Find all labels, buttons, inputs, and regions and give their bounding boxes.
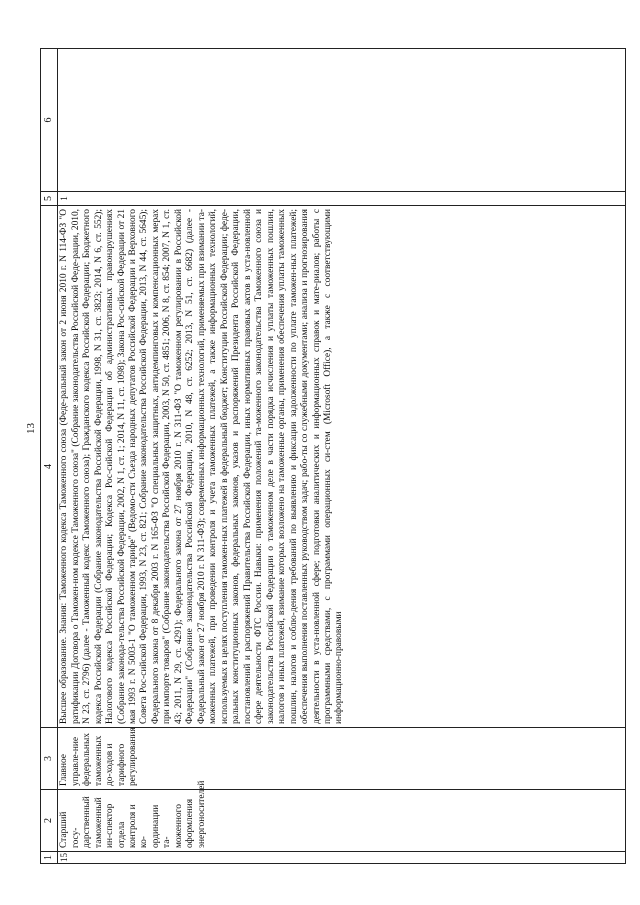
positions-table <box>40 48 626 864</box>
col6-value <box>58 49 626 192</box>
department-name: Главное управле-ние федеральных таможенных до-ходов и тарифного регулирования <box>58 728 626 790</box>
header-col-6: 6 <box>41 49 58 192</box>
rotated-table-wrapper <box>40 49 640 864</box>
header-col-5: 5 <box>41 192 58 206</box>
row-number: 15 <box>58 852 626 864</box>
header-col-4: 4 <box>41 206 58 728</box>
header-row <box>41 49 58 864</box>
position-title: Старший госу-дарственный таможенный ин-спектор отдела контроля и ко-ординации та-моженного оформления энергоносителей <box>58 790 626 852</box>
header-col-1: 1 <box>41 852 58 864</box>
qualification-requirements: Высшее образование. Знания: Таможенного кодекса Таможенного союза (Феде-ральный закон от 2 июня 2010 г. N 114-ФЗ "О ратификации Договора о Таможен-ном кодексе Таможенного союза" (Собрание законодательства Российской Феде-рации, 2010, N 23, ст. 2796) (далее - Таможенный кодекс Таможенного союза); Гражданского кодекса Российской Федерации; Бюджетного кодекса Российской Федерации (Собрание законодательства Российской Федерации, 1998, N 31, ст. 3823; 2014, N 6, ст. 552); Налогового кодекса Российской Федерации; Кодекса Рос-сийской Федерации об административных правонарушениях (Собрание законода-тельства Российской Федерации, 2002, N 1, ст. 1; 2014, N 11, ст. 1098); Закона Рос-сийской Федерации от 21 мая 1993 г. N 5003-1 "О таможенном тарифе" (Ведомо-сти Съезда народных депутатов Российской Федерации и Верховного Совета Рос-сийской Федерации, 1993, N 23, ст. 821; Собрание законодательства Российской Федерации, 2013, N 44, ст. 5645); Федерального закона от 8 декабря 2003 г. N 165-ФЗ "О специальных защитных, антидемпинговых и компенсационных мерах при импорте товаров" (Собрание законодательства Российской Федерации, 2003, N 50, ст. 4851; 2006, N 8, ст. 854; 2007, N 1, ст. 43; 2011, N 29, ст. 4291); Федерального закона от 27 ноября 2010 г. N 311-ФЗ "О таможенном регулировании в Российской Федерации" (Собрание законодательства Российской Федерации, 2010, N 48, ст. 6252; 2013, N 51, ст. 6682) (далее - Федеральный закон от 27 ноября 2010 г. N 311-ФЗ); современных информационных технологий, применяемых при взимании та-моженных платежей, при проведении контроля и учета таможенных платежей, а также информационных технологий, используемых в целях поступления таможен-ных платежей в федеральный бюджет; Конституции Российской Федерации; феде-ральных конституционных законов, федеральных законов, указов и распоряжений Президента Российской Федерации, постановлений и распоряжений Правительства Российской Федерации, иных нормативных правовых актов в уста-новленной сфере деятельности ФТС России. Навыки: применения положений та-моженного законодательства Таможенного союза и законодательства Российской Федерации о таможенном деле в части порядка исчисления и уплаты таможенных пошлин, налогов и иных платежей, взимание которых возложено на таможенные органы, применения обеспечения уплаты таможенных пошлин, налогов и соблю-дения требований по выявлению и фиксации задолженности по уплате таможен-ных платежей; обеспечения выполнения поставленных руководством задач; рабо-ты со служебными документами; анализа и прогнозирования деятельности в уста-новленной сфере; подготовки аналитических и информационных справок и мате-риалов; работы с программными средствами, с программами операционных си-стем (Microsoft Office), а также с соответствующими информационно-правовыми <box>58 206 626 728</box>
header-col-2: 2 <box>41 790 58 852</box>
page-number: 13 <box>25 423 37 434</box>
col5-value: 1 <box>58 192 626 206</box>
header-col-3: 3 <box>41 728 58 790</box>
table-row <box>58 49 626 864</box>
